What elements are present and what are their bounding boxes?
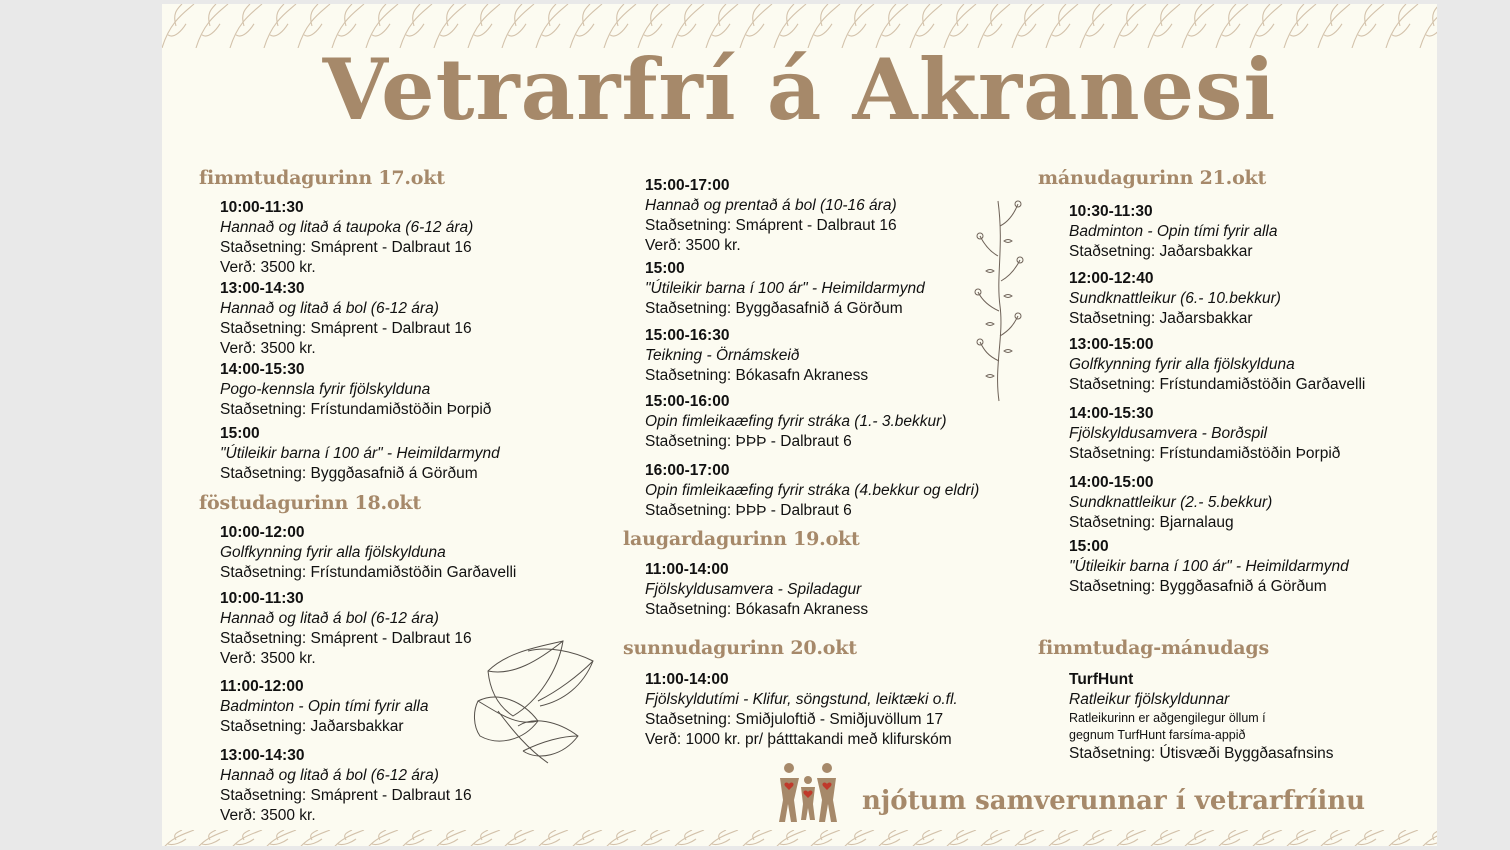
event-price: Verð: 1000 kr. pr/ þátttakandi með klifurskóm (645, 731, 952, 748)
day-heading-sunday: sunnudagurinn 20.okt (623, 637, 857, 659)
event-note: Ratleikurinn er aðgengilegur öllum í (1069, 711, 1266, 725)
event-time: 13:00-15:00 (1069, 336, 1154, 353)
event-location: Staðsetning: Smiðjuloftið - Smiðjuvöllum 17 (645, 711, 944, 728)
event-activity: "Útileikir barna í 100 ár" - Heimildarmynd (220, 445, 500, 462)
event-activity: Fjölskyldusamvera - Borðspil (1069, 425, 1268, 442)
leaf-pattern-stroke (1080, 830, 1112, 846)
event-time: 14:00-15:00 (1069, 474, 1154, 491)
event-time: 13:00-14:30 (220, 280, 305, 297)
event-item (1069, 473, 1365, 533)
leaf-pattern-stroke (876, 830, 908, 846)
event-location: Staðsetning: Byggðasafnið á Görðum (220, 465, 478, 482)
poster (162, 4, 1437, 846)
event-activity: Hannað og litað á taupoka (6-12 ára) (220, 219, 474, 236)
event-price: Verð: 3500 kr. (645, 237, 741, 254)
event-activity: Golfkynning fyrir alla fjölskylduna (1069, 356, 1295, 373)
day-heading-monday: mánudagurinn 21.okt (1038, 167, 1267, 189)
event-item (645, 560, 868, 620)
event-location: Staðsetning: Frístundamiðstöðin Þorpið (1069, 445, 1341, 462)
event-activity: Ratleikur fjölskyldunnar (1069, 691, 1230, 708)
leaf-pattern-stroke (230, 830, 262, 846)
event-item (1069, 404, 1365, 464)
event-price: Verð: 3500 kr. (220, 650, 316, 667)
event-location: Staðsetning: Frístundamiðstöðin Þorpið (220, 401, 492, 418)
sunday-events (645, 670, 958, 750)
event-activity: Fjölskyldutími - Klifur, söngstund, leiktæki o.fl. (645, 691, 958, 708)
leaf-pattern-stroke (910, 830, 942, 846)
leaf-pattern-stroke (944, 830, 976, 846)
event-item (1069, 537, 1365, 597)
leaf-pattern-stroke (604, 830, 636, 846)
event-location: Staðsetning: Bókasafn Akraness (645, 367, 869, 384)
event-time: 11:00-14:00 (645, 671, 729, 688)
event-item (220, 198, 500, 278)
event-activity: Hannað og prentað á bol (10-16 ára) (645, 197, 897, 214)
poster-title: Vetrarfrí á Akranesi (322, 40, 1277, 139)
event-activity: "Útileikir barna í 100 ár" - Heimildarmynd (645, 280, 925, 297)
event-note: gegnum TurfHunt farsíma-appið (1069, 728, 1246, 742)
event-item (645, 326, 979, 386)
event-activity: Opin fimleikaæfing fyrir stráka (1.- 3.bekkur) (645, 413, 947, 430)
event-time: 15:00-17:00 (645, 177, 730, 194)
event-time: 10:30-11:30 (1069, 203, 1153, 220)
family-logo-icon (779, 760, 837, 826)
event-time: 15:00-16:30 (645, 327, 730, 344)
day-heading-friday: föstudagurinn 18.okt (199, 492, 421, 514)
leaf-pattern-stroke (774, 830, 806, 846)
event-location: Staðsetning: Byggðasafnið á Görðum (1069, 578, 1327, 595)
event-time: 11:00-14:00 (645, 561, 729, 578)
leaf-pattern-stroke (1284, 830, 1316, 846)
event-item (1069, 335, 1365, 395)
event-location: Staðsetning: Jaðarsbakkar (1069, 243, 1253, 260)
leaf-pattern-stroke (638, 830, 670, 846)
leaf-pattern-stroke (1386, 830, 1418, 846)
event-item (645, 670, 958, 750)
leaf-pattern-stroke (1420, 830, 1437, 846)
event-item (220, 424, 500, 484)
day-heading-thursday: fimmtudagurinn 17.okt (199, 167, 445, 189)
leaf-pattern-stroke (808, 830, 840, 846)
event-item (645, 259, 979, 319)
event-activity: Hannað og litað á bol (6-12 ára) (220, 610, 439, 627)
turfhunt-events (1069, 670, 1334, 764)
leaf-pattern-bottom (162, 830, 1437, 846)
event-item (1069, 202, 1365, 262)
event-location: Staðsetning: Smáprent - Dalbraut 16 (220, 630, 472, 647)
event-item (1069, 269, 1365, 329)
event-time: TurfHunt (1069, 671, 1134, 688)
leaf-pattern-stroke (1046, 830, 1078, 846)
event-location: Staðsetning: Jaðarsbakkar (1069, 310, 1253, 327)
leaf-pattern-stroke (400, 830, 432, 846)
event-time: 12:00-12:40 (1069, 270, 1154, 287)
event-item (220, 360, 500, 420)
event-time: 10:00-11:30 (220, 590, 304, 607)
leaves-illustration (468, 631, 598, 766)
event-location: Staðsetning: Jaðarsbakkar (220, 718, 404, 735)
event-time: 10:00-11:30 (220, 199, 304, 216)
event-time: 15:00 (220, 425, 260, 442)
event-location: Staðsetning: Útisvæði Byggðasafnsins (1069, 745, 1334, 762)
event-time: 15:00 (645, 260, 685, 277)
event-location: Staðsetning: Frístundamiðstöðin Garðavelli (220, 564, 517, 581)
event-item (220, 523, 516, 583)
leaf-pattern-stroke (366, 830, 398, 846)
leaf-pattern-stroke (264, 830, 296, 846)
event-time: 10:00-12:00 (220, 524, 305, 541)
friday-events-part2 (645, 176, 979, 521)
leaf-pattern-stroke (1216, 830, 1248, 846)
event-item (1069, 670, 1334, 764)
leaf-pattern-stroke (672, 830, 704, 846)
event-time: 15:00-16:00 (645, 393, 730, 410)
leaf-pattern-stroke (706, 830, 738, 846)
leaf-pattern-stroke (434, 830, 466, 846)
leaf-pattern-stroke (536, 830, 568, 846)
event-location: Staðsetning: ÞÞÞ - Dalbraut 6 (645, 433, 852, 450)
leaf-pattern-stroke (1250, 830, 1282, 846)
leaf-pattern-stroke (570, 830, 602, 846)
event-activity: Badminton - Opin tími fyrir alla (220, 698, 429, 715)
leaf-pattern-stroke (1012, 830, 1044, 846)
event-activity: Teikning - Örnámskeið (645, 347, 800, 364)
event-time: 15:00 (1069, 538, 1109, 555)
event-time: 14:00-15:30 (1069, 405, 1154, 422)
leaf-pattern-stroke (298, 830, 330, 846)
event-activity: Badminton - Opin tími fyrir alla (1069, 223, 1278, 240)
leaf-pattern-stroke (332, 830, 364, 846)
leaf-pattern-stroke (842, 830, 874, 846)
leaf-pattern-stroke (740, 830, 772, 846)
leaf-pattern-stroke (978, 830, 1010, 846)
event-time: 16:00-17:00 (645, 462, 730, 479)
event-price: Verð: 3500 kr. (220, 807, 316, 824)
day-heading-saturday: laugardagurinn 19.okt (623, 528, 860, 550)
event-activity: Opin fimleikaæfing fyrir stráka (4.bekkur og eldri) (645, 482, 980, 499)
thursday-events (220, 198, 500, 484)
event-time: 13:00-14:30 (220, 747, 305, 764)
event-location: Staðsetning: Smáprent - Dalbraut 16 (645, 217, 897, 234)
event-activity: "Útileikir barna í 100 ár" - Heimildarmynd (1069, 558, 1349, 575)
event-activity: Pogo-kennsla fyrir fjölskylduna (220, 381, 431, 398)
event-item (220, 279, 500, 359)
slogan: njótum samverunnar í vetrarfríinu (862, 786, 1366, 816)
event-price: Verð: 3500 kr. (220, 340, 316, 357)
leaf-pattern-stroke (162, 830, 194, 846)
event-time: 14:00-15:30 (220, 361, 305, 378)
branch-illustration (974, 196, 1024, 406)
leaf-pattern-stroke (196, 830, 228, 846)
event-activity: Sundknattleikur (6.- 10.bekkur) (1069, 290, 1281, 307)
event-item (645, 392, 979, 452)
leaf-pattern-stroke (1182, 830, 1214, 846)
event-location: Staðsetning: Smáprent - Dalbraut 16 (220, 787, 472, 804)
event-item (645, 176, 979, 256)
event-activity: Golfkynning fyrir alla fjölskylduna (220, 544, 446, 561)
event-location: Staðsetning: Byggðasafnið á Görðum (645, 300, 903, 317)
event-location: Staðsetning: Frístundamiðstöðin Garðavelli (1069, 376, 1366, 393)
leaf-pattern-stroke (468, 830, 500, 846)
event-price: Verð: 3500 kr. (220, 259, 316, 276)
saturday-events (645, 560, 868, 620)
leaf-pattern-stroke (502, 830, 534, 846)
event-location: Staðsetning: ÞÞÞ - Dalbraut 6 (645, 502, 852, 519)
event-location: Staðsetning: Bókasafn Akraness (645, 601, 869, 618)
event-time: 11:00-12:00 (220, 678, 304, 695)
event-location: Staðsetning: Bjarnalaug (1069, 514, 1234, 531)
event-location: Staðsetning: Smáprent - Dalbraut 16 (220, 239, 472, 256)
event-activity: Hannað og litað á bol (6-12 ára) (220, 300, 439, 317)
event-activity: Sundknattleikur (2.- 5.bekkur) (1069, 494, 1273, 511)
event-item (645, 461, 979, 521)
monday-events (1069, 202, 1365, 597)
event-activity: Fjölskyldusamvera - Spiladagur (645, 581, 862, 598)
leaf-pattern-stroke (1148, 830, 1180, 846)
day-heading-thursday-monday: fimmtudag-mánudags (1038, 637, 1269, 659)
event-activity: Hannað og litað á bol (6-12 ára) (220, 767, 439, 784)
leaf-pattern-stroke (1352, 830, 1384, 846)
event-location: Staðsetning: Smáprent - Dalbraut 16 (220, 320, 472, 337)
leaf-pattern-stroke (1318, 830, 1350, 846)
leaf-pattern-stroke (1114, 830, 1146, 846)
